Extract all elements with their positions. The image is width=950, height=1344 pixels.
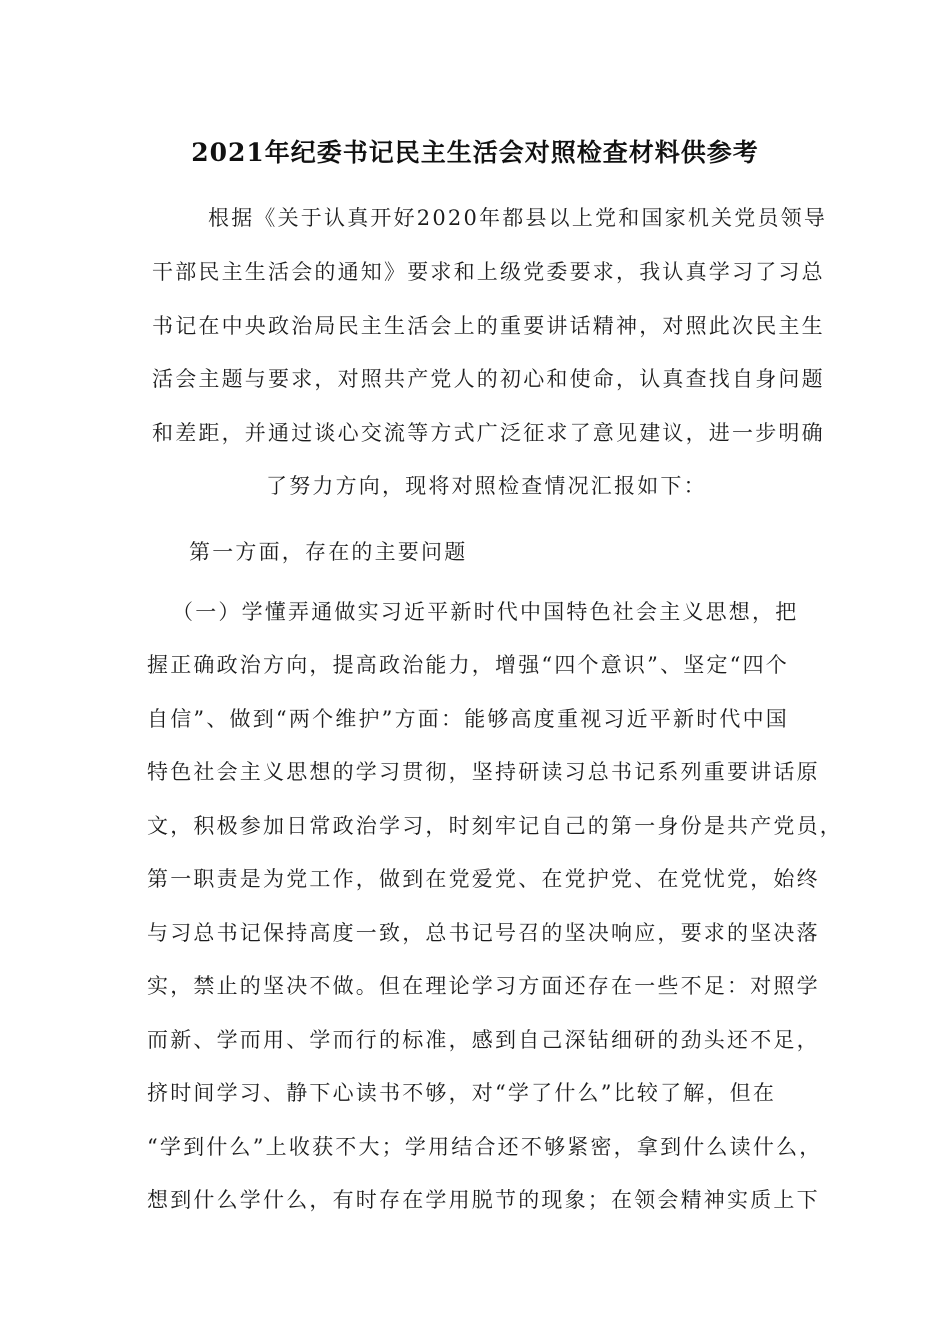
body-line-5: 文，积极参加日常政治学习，时刻牢记自己的第一身份是共产党员， (147, 814, 843, 838)
intro-line-5: 和差距，并通过谈心交流等方式广泛征求了意见建议，进一步明确 (152, 421, 825, 445)
body-line-6: 第一职责是为党工作，做到在党爱党、在党护党、在党忧党，始终 (147, 867, 820, 891)
intro-line-4: 活会主题与要求，对照共产党人的初心和使命，认真查找自身问题 (152, 367, 825, 391)
document-title: 2021年纪委书记民主生活会对照检查材料供参考 (191, 138, 759, 167)
body-line-2: 握正确政治方向，提高政治能力，增强“四个意识”、坚定“四个 (147, 653, 790, 677)
body-line-10: 挤时间学习、静下心读书不够，对“学了什么”比较了解，但在 (147, 1081, 777, 1105)
section-heading: 第一方面，存在的主要问题 (189, 540, 468, 564)
intro-line-1: 根据《关于认真开好2020年都县以上党和国家机关党员领导 (208, 206, 828, 230)
intro-line-2: 干部民主生活会的通知》要求和上级党委要求，我认真学习了习总 (152, 260, 825, 284)
intro-line-6: 了努力方向，现将对照检查情况汇报如下： (266, 474, 707, 498)
body-line-3: 自信”、做到“两个维护”方面：能够高度重视习近平新时代中国 (147, 707, 790, 731)
body-line-8: 实，禁止的坚决不做。但在理论学习方面还存在一些不足：对照学 (147, 974, 820, 998)
body-line-9: 而新、学而用、学而行的标准，感到自己深钻细研的劲头还不足， (147, 1028, 820, 1052)
intro-line-3: 书记在中央政治局民主生活会上的重要讲话精神，对照此次民主生 (152, 314, 825, 338)
body-line-4: 特色社会主义思想的学习贯彻，坚持研读习总书记系列重要讲话原 (147, 760, 820, 784)
body-line-7: 与习总书记保持高度一致，总书记号召的坚决响应，要求的坚决落 (147, 921, 820, 945)
body-line-12: 想到什么学什么，有时存在学用脱节的现象；在领会精神实质上下 (147, 1188, 820, 1212)
body-line-11: “学到什么”上收获不大；学用结合还不够紧密，拿到什么读什么， (147, 1135, 823, 1159)
body-line-1: （一）学懂弄通做实习近平新时代中国特色社会主义思想，把 (172, 600, 799, 624)
